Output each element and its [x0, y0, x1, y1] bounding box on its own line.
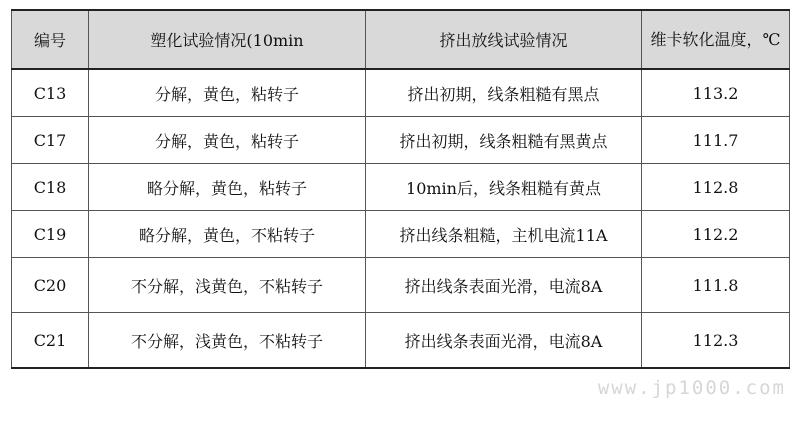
- header-vicat: 维卡软化温度，℃: [642, 10, 790, 69]
- table-row: [12, 117, 790, 164]
- cell-extrusion: 挤出线条表面光滑，电流8A: [366, 258, 642, 313]
- cell-id: C17: [12, 117, 89, 164]
- cell-id: C21: [12, 313, 89, 369]
- cell-id: C20: [12, 258, 89, 313]
- header-extrusion: 挤出放线试验情况: [366, 10, 642, 69]
- cell-vicat: 111.7: [642, 117, 790, 164]
- cell-vicat: 112.3: [642, 313, 790, 369]
- cell-id: C18: [12, 164, 89, 211]
- table-container: [11, 9, 790, 369]
- table-body: [12, 69, 790, 368]
- cell-extrusion: 挤出初期，线条粗糙有黑点: [366, 69, 642, 117]
- table-row: [12, 69, 790, 117]
- header-id: 编号: [12, 10, 89, 69]
- cell-vicat: 112.8: [642, 164, 790, 211]
- table-row: [12, 313, 790, 369]
- cell-plasticizing: 分解，黄色，粘转子: [89, 117, 366, 164]
- watermark: www.jp1000.com: [597, 377, 786, 399]
- cell-plasticizing: 略分解，黄色，不粘转子: [89, 211, 366, 258]
- cell-plasticizing: 分解，黄色，粘转子: [89, 69, 366, 117]
- cell-extrusion: 挤出初期，线条粗糙有黑黄点: [366, 117, 642, 164]
- cell-extrusion: 10min后，线条粗糙有黄点: [366, 164, 642, 211]
- cell-vicat: 111.8: [642, 258, 790, 313]
- table-row: [12, 258, 790, 313]
- cell-extrusion: 挤出线条粗糙，主机电流11A: [366, 211, 642, 258]
- cell-plasticizing: 不分解，浅黄色，不粘转子: [89, 313, 366, 369]
- cell-plasticizing: 略分解，黄色，粘转子: [89, 164, 366, 211]
- cell-id: C19: [12, 211, 89, 258]
- header-row: [12, 10, 790, 69]
- cell-id: C13: [12, 69, 89, 117]
- cell-vicat: 113.2: [642, 69, 790, 117]
- table-row: [12, 164, 790, 211]
- cell-plasticizing: 不分解，浅黄色，不粘转子: [89, 258, 366, 313]
- cell-vicat: 112.2: [642, 211, 790, 258]
- table-header: [12, 10, 790, 69]
- cell-extrusion: 挤出线条表面光滑，电流8A: [366, 313, 642, 369]
- test-results-table: [11, 9, 790, 369]
- header-plasticizing: 塑化试验情况(10min: [89, 10, 366, 69]
- table-row: [12, 211, 790, 258]
